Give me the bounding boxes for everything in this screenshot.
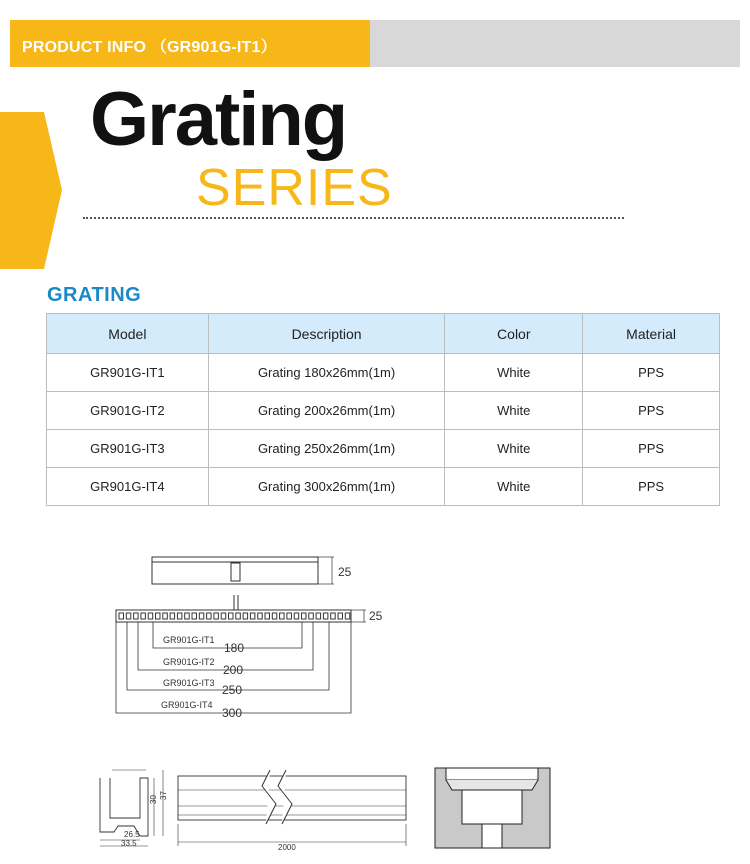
title-divider xyxy=(83,217,624,219)
length-dimension: 2000 xyxy=(278,843,296,852)
profile-width-2: 33.5 xyxy=(121,839,137,848)
cell-material: PPS xyxy=(583,468,720,506)
grating-slot xyxy=(192,613,197,619)
dim-model-label: GR901G-IT2 xyxy=(163,657,215,667)
dim-model-label: GR901G-IT4 xyxy=(161,700,213,710)
grating-slot xyxy=(148,613,153,619)
profile-width-1: 26.5 xyxy=(124,830,140,839)
grating-side-view xyxy=(116,595,366,622)
col-header-material: Material xyxy=(583,314,720,354)
dim-width-value: 250 xyxy=(222,683,243,697)
table-row xyxy=(47,430,720,468)
grating-slot xyxy=(170,613,175,619)
grating-slot xyxy=(185,613,190,619)
grating-slot xyxy=(250,613,255,619)
grating-slot xyxy=(309,613,314,619)
cell-description: Grating 180x26mm(1m) xyxy=(208,354,445,392)
table-row xyxy=(47,354,720,392)
dim-width-value: 200 xyxy=(223,663,244,677)
grating-slot xyxy=(199,613,204,619)
cell-material: PPS xyxy=(583,354,720,392)
profile-height-1: 30 xyxy=(149,795,158,804)
grating-slot xyxy=(236,613,241,619)
col-header-model: Model xyxy=(47,314,209,354)
grating-slot xyxy=(258,613,263,619)
side-tab-decoration xyxy=(0,112,62,269)
grating-slot xyxy=(141,613,146,619)
grating-slot xyxy=(294,613,299,619)
page-title: Grating xyxy=(90,77,347,162)
grating-slot xyxy=(331,613,336,619)
grating-slot xyxy=(265,613,270,619)
grating-slot xyxy=(134,613,139,619)
cell-description: Grating 250x26mm(1m) xyxy=(208,430,445,468)
table-row xyxy=(47,468,720,506)
grating-slot xyxy=(287,613,292,619)
grating-slot xyxy=(280,613,285,619)
grating-slot xyxy=(323,613,328,619)
grating-slot xyxy=(345,613,350,619)
cell-description: Grating 200x26mm(1m) xyxy=(208,392,445,430)
cell-color: White xyxy=(445,430,583,468)
technical-drawing xyxy=(0,540,750,864)
cell-color: White xyxy=(445,468,583,506)
cell-model: GR901G-IT4 xyxy=(47,468,209,506)
cell-color: White xyxy=(445,392,583,430)
table-header-row xyxy=(47,314,720,354)
spec-table xyxy=(46,313,720,506)
banner-accent xyxy=(10,20,370,67)
grating-slot xyxy=(163,613,168,619)
profile-height-2: 37 xyxy=(159,791,168,800)
table-row xyxy=(47,392,720,430)
dim-height-top: 25 xyxy=(338,565,352,579)
installed-cross-section xyxy=(435,768,550,848)
section-title: GRATING xyxy=(47,284,142,306)
dim-model-label: GR901G-IT3 xyxy=(163,678,215,688)
cell-color: White xyxy=(445,354,583,392)
grating-slot xyxy=(126,613,131,619)
grating-slot xyxy=(302,613,307,619)
grating-slot xyxy=(243,613,248,619)
grating-slot xyxy=(316,613,321,619)
dim-width-value: 180 xyxy=(224,641,245,655)
grating-slot xyxy=(221,613,226,619)
page-subtitle: SERIES xyxy=(196,159,393,217)
grating-slot xyxy=(272,613,277,619)
grating-slot xyxy=(119,613,124,619)
cell-model: GR901G-IT3 xyxy=(47,430,209,468)
banner-title: PRODUCT INFO （GR901G-IT1） xyxy=(22,39,277,56)
product-info-banner xyxy=(10,20,740,67)
grating-slot xyxy=(207,613,212,619)
col-header-color: Color xyxy=(445,314,583,354)
grating-slot xyxy=(338,613,343,619)
grating-slot xyxy=(177,613,182,619)
grating-slot xyxy=(156,613,161,619)
cell-description: Grating 300x26mm(1m) xyxy=(208,468,445,506)
dim-width-value: 300 xyxy=(222,706,243,720)
cell-material: PPS xyxy=(583,430,720,468)
cell-material: PPS xyxy=(583,392,720,430)
grating-slot xyxy=(229,613,234,619)
dim-height-side: 25 xyxy=(369,609,383,623)
cell-model: GR901G-IT2 xyxy=(47,392,209,430)
length-view xyxy=(178,770,406,846)
grating-top-view xyxy=(152,557,334,584)
col-header-description: Description xyxy=(208,314,445,354)
grating-slot xyxy=(214,613,219,619)
cell-model: GR901G-IT1 xyxy=(47,354,209,392)
dim-model-label: GR901G-IT1 xyxy=(163,635,215,645)
